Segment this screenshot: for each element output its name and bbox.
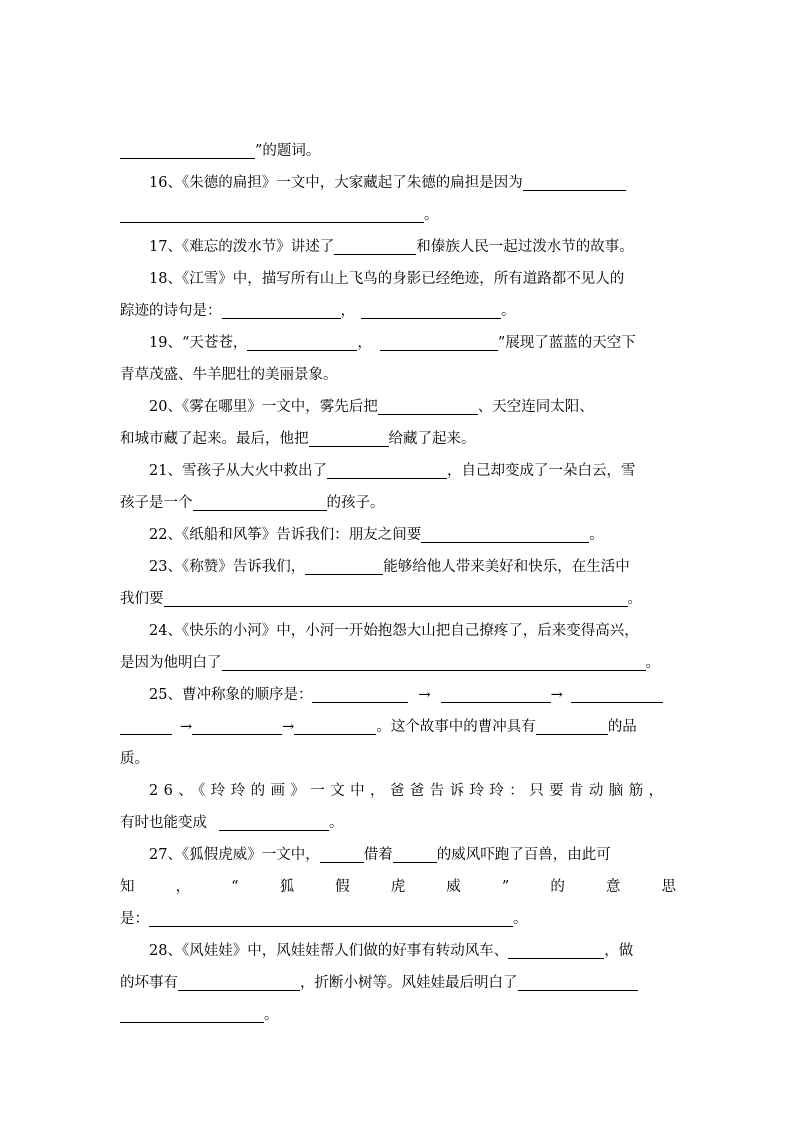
question-20-cont [120,423,676,455]
question-28-end [120,999,676,1031]
question-24-cont [120,647,676,679]
question-23 [120,551,676,583]
line-15-end [120,135,676,167]
question-21 [120,455,676,487]
question-25-cont [120,711,676,743]
answer-blank[interactable] [361,303,501,319]
text: 狐 [279,879,295,895]
question-text: 18、《江雪》中，描写所有山上飞鸟的身影已经绝迹，所有道路都不见人的 [149,271,625,287]
text: 的 [550,879,565,895]
text: 借着 [363,847,393,863]
text: 是： [120,911,149,927]
worksheet-page [120,135,676,1031]
question-27 [120,839,676,871]
text: 是因为他明白了 [120,655,222,671]
text: 有时也能变成 [120,815,207,831]
question-16 [120,167,676,199]
answer-blank[interactable] [222,655,646,671]
answer-blank[interactable] [380,335,498,351]
question-16-cont [120,199,676,231]
text: ”的题词。 [255,143,321,159]
question-text: 、天空连同太阳、 [477,399,594,415]
question-text: 16、《朱德的扁担》一文中，大家藏起了朱德的扁担是因为 [149,175,523,191]
answer-blank[interactable] [334,239,416,255]
text: 踪迹的诗句是： [120,303,222,319]
text: 。 [424,207,439,223]
answer-blank[interactable] [222,303,341,319]
text: ” [501,879,510,895]
question-text: 28、《风娃娃》中，风娃娃帮人们做的好事有转动风车、 [149,943,509,959]
answer-blank[interactable] [309,431,389,447]
answer-blank[interactable] [192,719,282,735]
answer-blank[interactable] [518,975,638,991]
text: 。 [501,303,516,319]
text: 。这个故事中的曹冲具有 [376,719,536,735]
answer-blank[interactable] [421,527,589,543]
answer-blank[interactable] [312,687,408,703]
answer-blank[interactable] [305,559,383,575]
question-22 [120,519,676,551]
text: 的坏事有 [120,975,178,991]
text: 质。 [120,751,149,767]
answer-blank[interactable] [149,911,513,927]
question-text: 20、《雾在哪里》一文中，雾先后把 [149,399,378,415]
question-17 [120,231,676,263]
answer-blank[interactable] [320,847,364,863]
text: 青草茂盛、牛羊肥壮的美丽景象。 [120,367,338,383]
question-text: 22、《纸船和风筝》告诉我们：朋友之间要 [149,527,422,543]
text: ”展现了蓝蓝的天空下 [497,335,636,351]
text: 。 [645,655,660,671]
text: 意 [605,879,621,895]
question-text: 能够给他人带来美好和快乐，在生活中 [383,559,630,575]
question-28-cont [120,967,676,999]
question-text: 的威风吓跑了百兽，由此可 [436,847,611,863]
answer-blank[interactable] [193,495,327,511]
question-21-cont [120,487,676,519]
question-19 [120,327,676,359]
text: ， [175,879,191,895]
text: 和城市藏了起来。最后，他把 [120,431,309,447]
text: 假 [335,879,350,895]
answer-blank[interactable] [120,719,172,735]
question-25 [120,679,676,711]
question-text: 24、《快乐的小河》中，小河一开始抱怨大山把自己撩疼了，后来变得高兴， [149,623,639,639]
question-text: ，自己却变成了一朵白云，雪 [446,463,636,479]
question-27-cont [120,871,676,903]
text: 。 [264,1007,279,1023]
arrow: → [282,719,295,735]
question-text: 和傣族人民一起过泼水节的故事。 [416,239,634,255]
question-24 [120,615,676,647]
question-text: 17、《难忘的泼水节》讲述了 [149,239,335,255]
question-28 [120,935,676,967]
answer-blank[interactable] [120,1007,264,1023]
answer-blank[interactable] [571,687,663,703]
text: 威 [446,879,461,895]
text: 。 [589,527,604,543]
answer-blank[interactable] [523,175,626,191]
question-text: 23、《称赞》告诉我们， [149,559,306,575]
answer-blank[interactable] [247,335,357,351]
answer-blank[interactable] [178,975,300,991]
question-text: 25、曹冲称象的顺序是： [149,687,313,703]
question-text: 19、“天苍苍， [149,335,248,351]
text: 虎 [390,879,406,895]
text: 我们要 [120,591,164,607]
text: ， [340,303,355,319]
question-19-cont [120,359,676,391]
text: 。 [329,815,344,831]
answer-blank[interactable] [378,399,478,415]
text: 的孩子。 [326,495,385,511]
question-23-cont [120,583,676,615]
answer-blank[interactable] [164,591,628,607]
question-18-cont [120,295,676,327]
question-20 [120,391,676,423]
text: 给藏了起来。 [388,431,476,447]
text: 思 [661,879,676,895]
arrow: → [550,687,563,703]
arrow: → [418,687,431,703]
text: 知 [120,879,135,895]
answer-blank[interactable] [120,143,255,159]
text: ，做 [604,943,634,959]
text: 。 [513,911,528,927]
question-text: 21、雪孩子从大火中救出了 [149,463,327,479]
question-27-end [120,903,676,935]
answer-blank[interactable] [294,719,376,735]
text: ，折断小树等。风娃娃最后明白了 [300,975,518,991]
answer-blank[interactable] [536,719,608,735]
text: 的品 [607,719,637,735]
question-text: 26、《玲玲的画》一文中，爸爸告诉玲玲：只要肯动脑筋， [149,783,669,799]
text: “ [231,879,239,895]
text: 。 [627,591,642,607]
text: 孩子是一个 [120,495,193,511]
answer-blank[interactable] [508,943,604,959]
answer-blank[interactable] [393,847,437,863]
question-26-cont [120,807,676,839]
question-18 [120,263,676,295]
arrow: → [180,719,193,735]
answer-blank[interactable] [120,207,424,223]
answer-blank[interactable] [441,687,551,703]
answer-blank[interactable] [327,463,447,479]
answer-blank[interactable] [219,815,329,831]
question-text: 27、《狐假虎威》一文中， [149,847,320,863]
text: ， [357,335,372,351]
question-25-end [120,743,676,775]
question-26 [120,775,676,807]
